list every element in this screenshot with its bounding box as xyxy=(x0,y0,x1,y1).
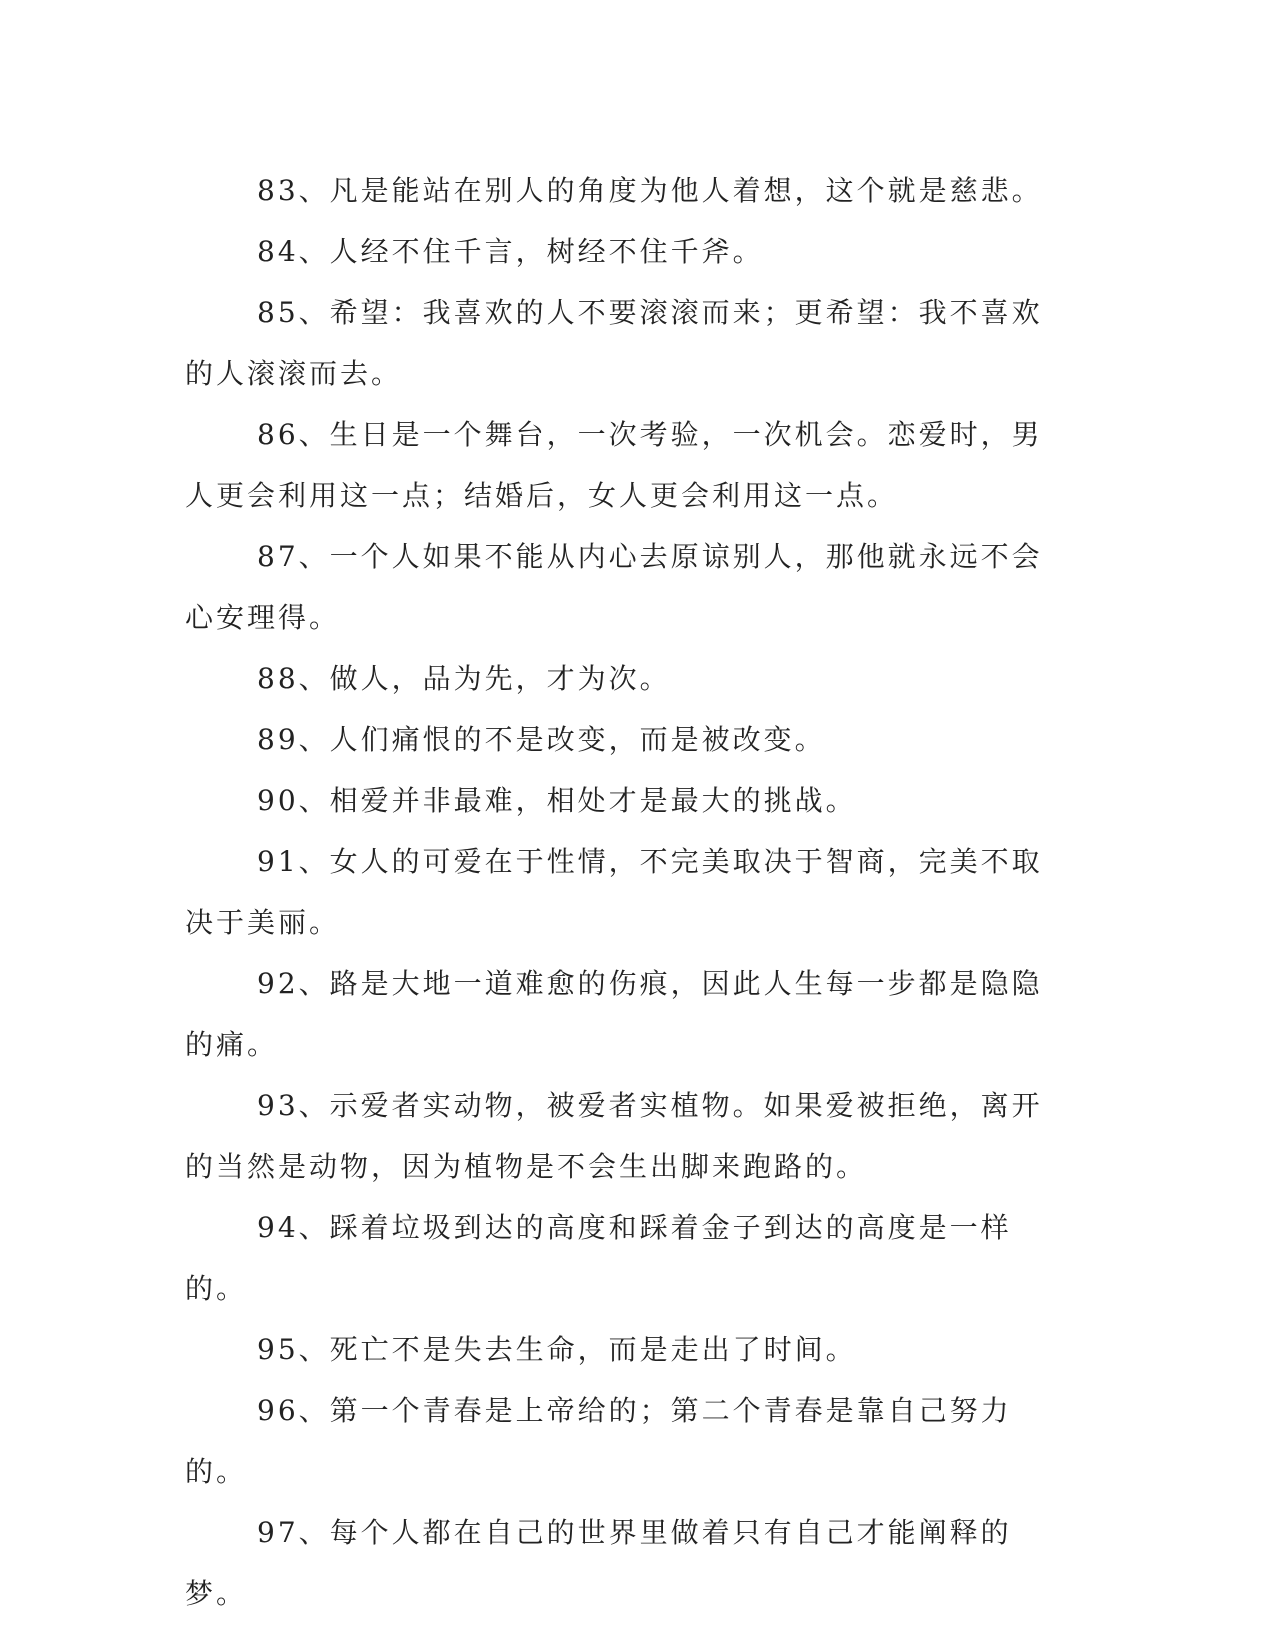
paragraph-94: 94、踩着垃圾到达的高度和踩着金子到达的高度是一样的。 xyxy=(185,1211,1012,1305)
document-body xyxy=(185,160,1055,1624)
paragraph-88: 88、做人，品为先，才为次。 xyxy=(257,662,671,695)
paragraph-90: 90、相爱并非最难，相处才是最大的挑战。 xyxy=(257,784,857,817)
paragraph-87: 87、一个人如果不能从内心去原谅别人，那他就永远不会心安理得。 xyxy=(185,540,1043,634)
paragraph-92: 92、路是大地一道难愈的伤痕，因此人生每一步都是隐隐的痛。 xyxy=(185,967,1043,1061)
paragraph-89: 89、人们痛恨的不是改变，而是被改变。 xyxy=(257,723,826,756)
paragraph-86: 86、生日是一个舞台，一次考验，一次机会。恋爱时，男人更会利用这一点；结婚后，女人更会利用这一点。 xyxy=(185,418,1043,512)
paragraph-93: 93、示爱者实动物，被爱者实植物。如果爱被拒绝，离开的当然是动物，因为植物是不会生出脚来跑路的。 xyxy=(185,1089,1043,1183)
paragraph-96: 96、第一个青春是上帝给的；第二个青春是靠自己努力的。 xyxy=(185,1394,1012,1488)
paragraph-91: 91、女人的可爱在于性情，不完美取决于智商，完美不取决于美丽。 xyxy=(185,845,1043,939)
paragraph-97: 97、每个人都在自己的世界里做着只有自己才能阐释的梦。 xyxy=(185,1516,1012,1610)
paragraph-85: 85、希望：我喜欢的人不要滚滚而来；更希望：我不喜欢的人滚滚而去。 xyxy=(185,296,1043,390)
paragraph-83: 83、凡是能站在别人的角度为他人着想，这个就是慈悲。 xyxy=(257,174,1043,207)
paragraph-95: 95、死亡不是失去生命，而是走出了时间。 xyxy=(257,1333,857,1366)
paragraph-84: 84、人经不住千言，树经不住千斧。 xyxy=(257,235,764,268)
